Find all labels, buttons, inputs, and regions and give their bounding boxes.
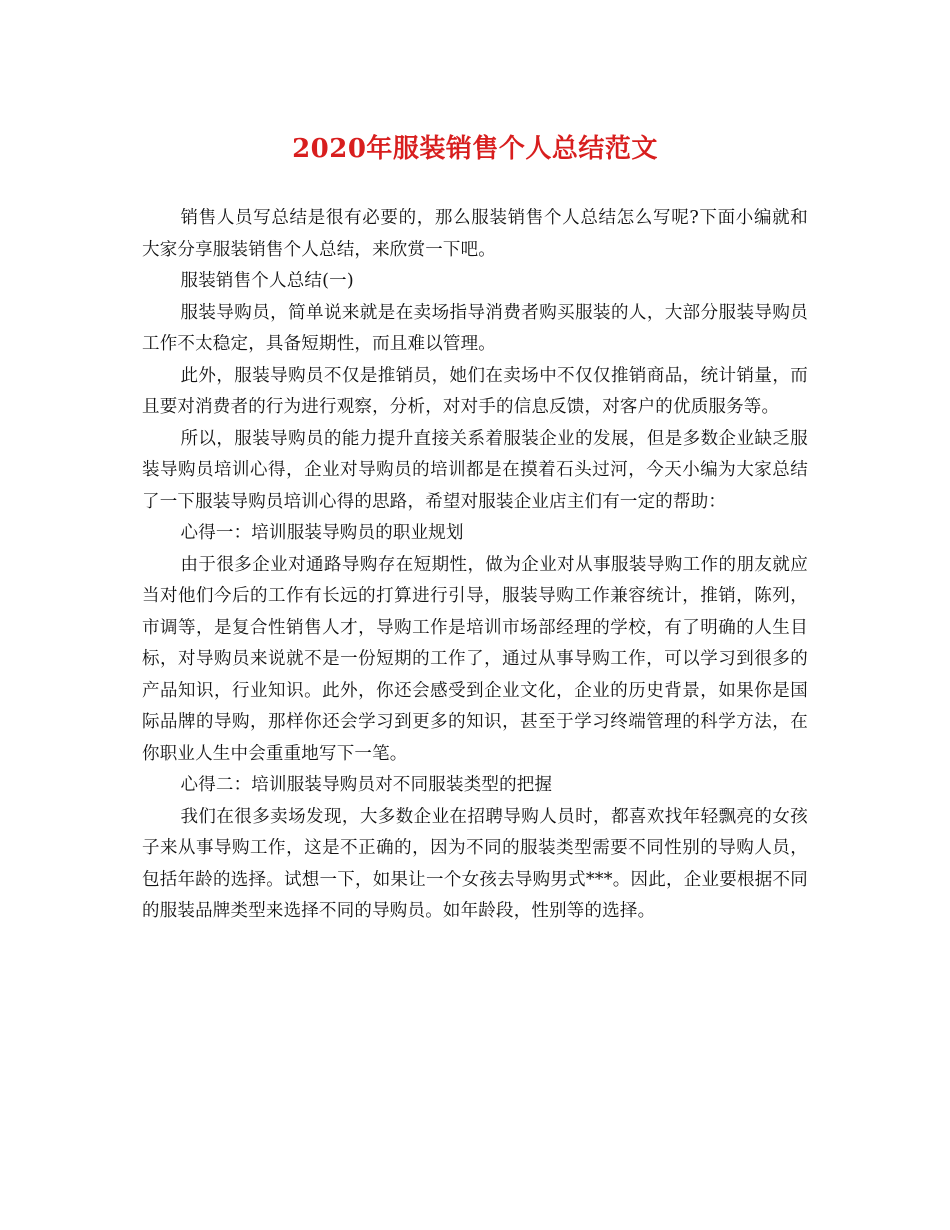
paragraph: 我们在很多卖场发现，大多数企业在招聘导购人员时，都喜欢找年轻飘亮的女孩子来从事导购工作，这是不正确的，因为不同的服装类型需要不同性别的导购人员，包括年龄的选择。试想一下，如果让一个女孩去导购男式***。因此，企业要根据不同的服装品牌类型来选择不同的导购员。如年龄段，性别等的选择。 — [142, 806, 808, 921]
subheading-insight-2: 心得二：培训服装导购员对不同服装类型的把握 — [180, 775, 553, 795]
paragraph: 所以，服装导购员的能力提升直接关系着服装企业的发展，但是多数企业缺乏服装导购员培训心得，企业对导购员的培训都是在摸着石头过河，今天小编为大家总结了一下服装导购员培训心得的思路，希望对服装企业店主们有一定的帮助： — [142, 428, 808, 512]
subheading-insight-1: 心得一：培训服装导购员的职业规划 — [180, 523, 464, 543]
paragraph: 由于很多企业对通路导购存在短期性，做为企业对从事服装导购工作的朋友就应当对他们今后的工作有长远的打算进行引导，服装导购工作兼容统计，推销，陈列，市调等，是复合性销售人才，导购工作是培训市场部经理的学校，有了明确的人生目标，对导购员来说就不是一份短期的工作了，通过从事导购工作，可以学习到很多的产品知识，行业知识。此外，你还会感受到企业文化，企业的历史背景，如果你是国际品牌的导购，那样你还会学习到更多的知识，甚至于学习终端管理的科学方法，在你职业人生中会重重地写下一笔。 — [142, 554, 808, 764]
paragraph: 此外，服装导购员不仅是推销员，她们在卖场中不仅仅推销商品，统计销量，而且要对消费者的行为进行观察，分析，对对手的信息反馈，对客户的优质服务等。 — [142, 365, 808, 417]
paragraph-intro: 销售人员写总结是很有必要的，那么服装销售个人总结怎么写呢?下面小编就和大家分享服装销售个人总结，来欣赏一下吧。 — [142, 208, 808, 260]
paragraph: 服装导购员，简单说来就是在卖场指导消费者购买服装的人，大部分服装导购员工作不太稳定，具备短期性，而且难以管理。 — [142, 302, 808, 354]
section-heading-1: 服装销售个人总结(一) — [180, 271, 354, 291]
document-title: 2020年服装销售个人总结范文 — [292, 134, 658, 164]
document-body — [142, 203, 808, 928]
